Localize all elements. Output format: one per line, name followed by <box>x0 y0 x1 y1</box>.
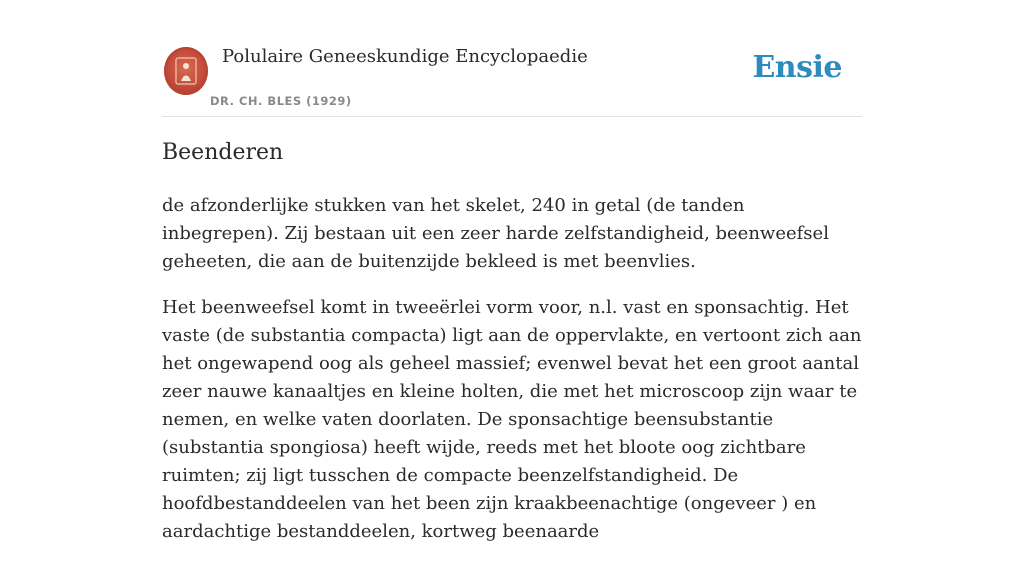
article-paragraph: Het beenweefsel komt in tweeërlei vorm voor, n.l. vast en sponsachtig. Het vaste (de substantia compacta) ligt aan de oppervlakte, en vertoont zich aan het ongewapend oog als geheel massief; evenwel bevat het een groot aantal zeer nauwe kanaaltjes en kleine holten, die met het microscoop zijn waar te nemen, en welke vaten doorlaten. De sponsachtige beensubstantie (substantia spongiosa) heeft wijde, reeds met het bloote oog zichtbare ruimten; zij ligt tusschen de compacte beenzelfstandigheid. De hoofdbestanddeelen van het been zijn kraakbeenachtige (ongeveer ) en aardachtige bestanddeelen, kortweg beenaarde <box>162 297 862 542</box>
publication-title[interactable]: Polulaire Geneeskundige Encyclopaedie <box>222 46 588 67</box>
encyclopedia-seal-icon[interactable] <box>164 47 208 95</box>
page <box>162 0 862 542</box>
publication-author: DR. CH. BLES (1929) <box>210 94 352 108</box>
header <box>162 0 862 117</box>
ensie-brand-link[interactable]: Ensie <box>752 50 842 85</box>
article-body <box>162 192 862 564</box>
article-paragraph: de afzonderlijke stukken van het skelet, 240 in getal (de tanden inbegrepen). Zij bestaan uit een zeer harde zelfstandigheid, beenweefsel geheeten, die aan de buitenzijde bekleed is met beenvlies. <box>162 195 829 272</box>
article-title: Beenderen <box>162 140 284 165</box>
